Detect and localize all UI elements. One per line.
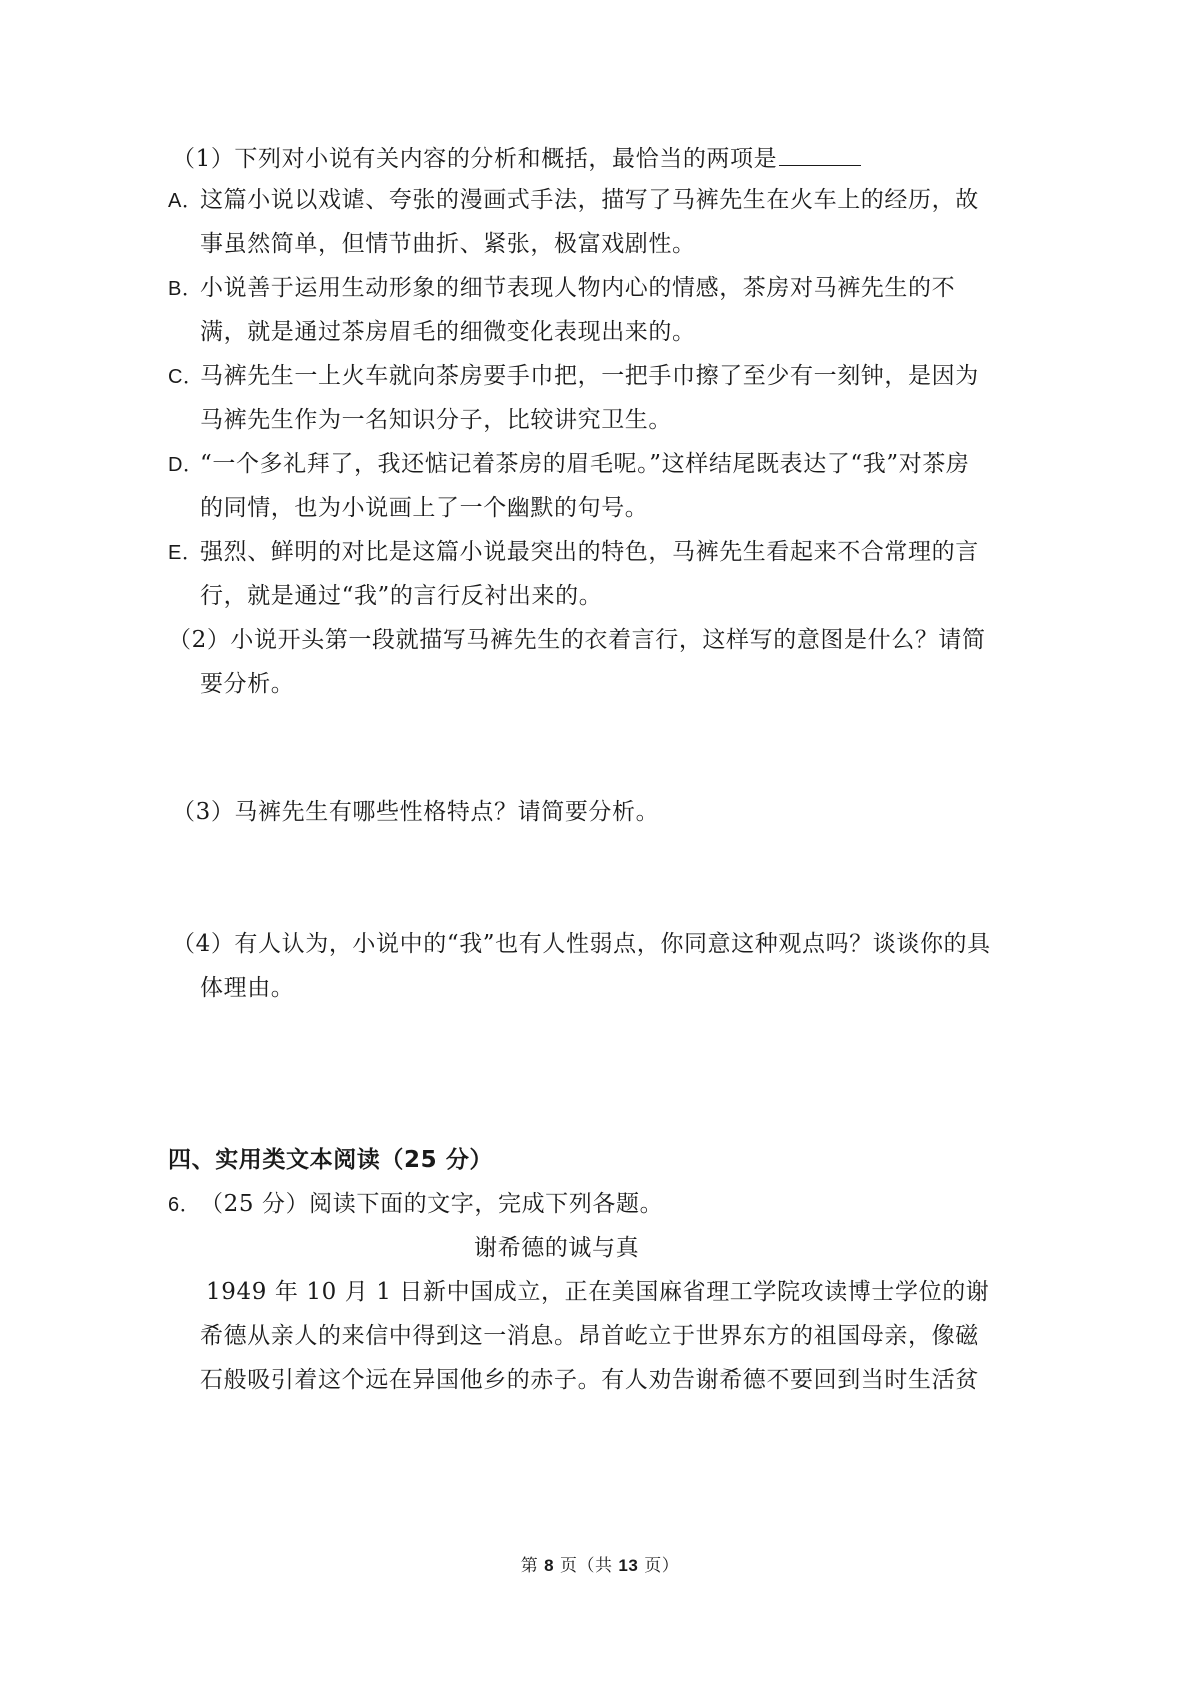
option-d-text: “一个多礼拜了，我还惦记着茶房的眉毛呢。”这样结尾既表达了“我”对茶房: [200, 451, 970, 477]
option-a-line1: [168, 185, 979, 216]
option-e-line1: [168, 537, 979, 568]
q4-line1: （4）有人认为，小说中的“我”也有人性弱点，你同意这种观点吗？谈谈你的具: [172, 931, 991, 957]
footer-prefix: 第: [520, 1556, 539, 1576]
q6-label: 6．: [168, 1194, 201, 1216]
option-e-label: E．: [168, 542, 203, 564]
q6-text: （25 分）阅读下面的文字，完成下列各题。: [200, 1191, 664, 1217]
paragraph-line2: 希德从亲人的来信中得到这一消息。昂首屹立于世界东方的祖国母亲，像磁: [200, 1323, 979, 1349]
answer-blank: [779, 143, 861, 166]
footer-middle: 页（共: [560, 1556, 613, 1576]
option-b-label: B．: [168, 278, 203, 300]
q3-line1: （3）马裤先生有哪些性格特点？请简要分析。: [172, 799, 660, 825]
option-a-text: 这篇小说以戏谑、夸张的漫画式手法，描写了马裤先生在火车上的经历，故: [200, 187, 979, 213]
footer-page-number: 8: [544, 1556, 555, 1575]
option-b-line1: [168, 273, 955, 304]
option-e-line2: 行，就是通过“我”的言行反衬出来的。: [200, 583, 603, 609]
option-b-line2: 满，就是通过茶房眉毛的细微变化表现出来的。: [200, 319, 696, 345]
footer-total-pages: 13: [618, 1556, 639, 1575]
article-title: 谢希德的诚与真: [474, 1235, 640, 1261]
q1-prompt-text: （1）下列对小说有关内容的分析和概括，最恰当的两项是: [172, 146, 778, 172]
option-e-text: 强烈、鲜明的对比是这篇小说最突出的特色，马裤先生看起来不合常理的言: [200, 539, 979, 565]
option-d-line2: 的同情，也为小说画上了一个幽默的句号。: [200, 495, 649, 521]
option-c-label: C．: [168, 366, 204, 388]
option-c-text: 马裤先生一上火车就向茶房要手巾把，一把手巾擦了至少有一刻钟，是因为: [200, 363, 979, 389]
q4-line2: 体理由。: [200, 975, 295, 1001]
q6-line: [168, 1189, 663, 1220]
option-a-label: A．: [168, 190, 203, 212]
section-heading: 四、实用类文本阅读（25 分）: [168, 1147, 494, 1173]
paragraph-line3: 石般吸引着这个远在异国他乡的赤子。有人劝告谢希德不要回到当时生活贫: [200, 1367, 979, 1393]
paragraph-line1: 1949 年 10 月 1 日新中国成立，正在美国麻省理工学院攻读博士学位的谢: [206, 1279, 990, 1305]
option-c-line2: 马裤先生作为一名知识分子，比较讲究卫生。: [200, 407, 672, 433]
option-a-line2: 事虽然简单，但情节曲折、紧张，极富戏剧性。: [200, 231, 696, 257]
q2-line2: 要分析。: [200, 671, 295, 697]
option-c-line1: [168, 361, 979, 392]
option-d-line1: [168, 449, 970, 480]
option-b-text: 小说善于运用生动形象的细节表现人物内心的情感，茶房对马裤先生的不: [200, 275, 956, 301]
q1-prompt: [172, 143, 861, 174]
page-footer: [0, 1551, 1200, 1576]
option-d-label: D．: [168, 454, 204, 476]
q2-line1: （2）小说开头第一段就描写马裤先生的衣着言行，这样写的意图是什么？请简: [168, 627, 986, 653]
footer-suffix: 页）: [644, 1556, 680, 1576]
